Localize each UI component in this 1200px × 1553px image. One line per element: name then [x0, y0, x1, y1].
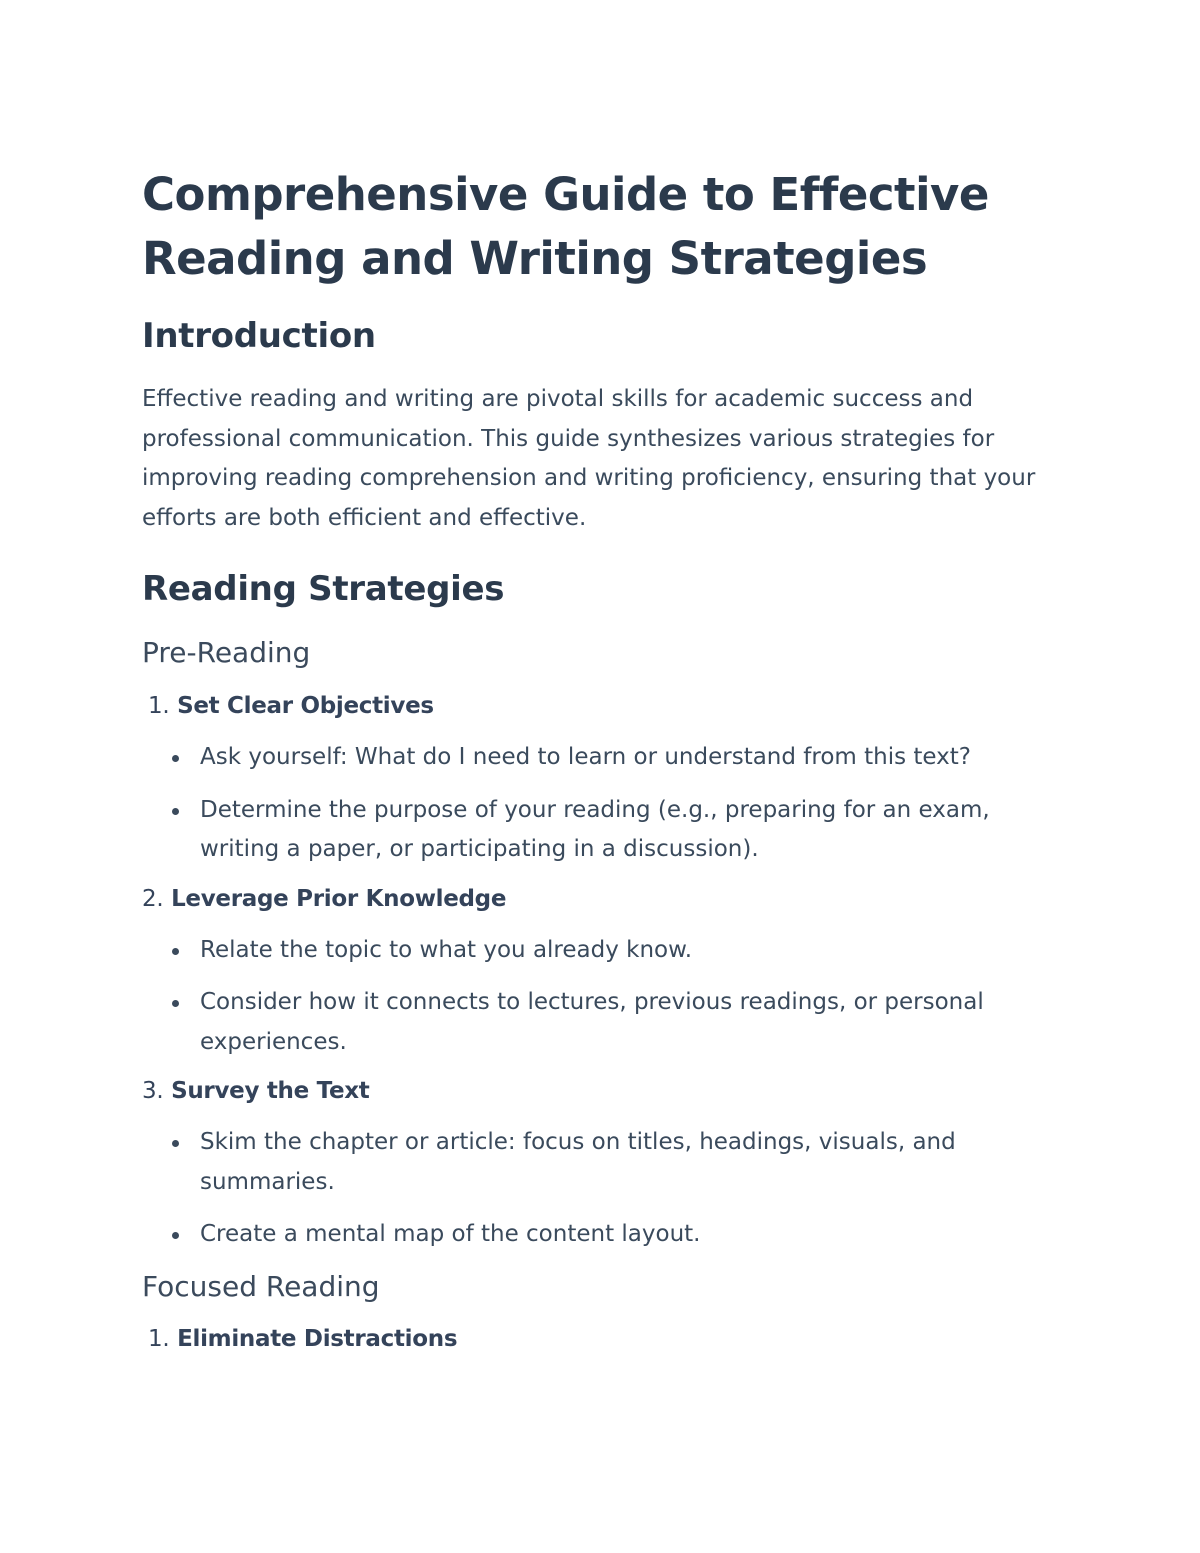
list-item — [142, 791, 1062, 870]
list-item-text: Relate the topic to what you already know. — [200, 936, 693, 963]
introduction-heading: Introduction — [142, 316, 376, 356]
numbered-item-leverage-prior-knowledge — [142, 883, 1062, 915]
introduction-paragraph: Effective reading and writing are pivotal skills for academic success and professional communication. This guide synthesizes various strategies for improving reading comprehension and writing proficiency, ensuring that your efforts are both efficient and effective. — [142, 386, 1036, 531]
list-item — [142, 983, 1062, 1062]
pre-reading-heading: Pre-Reading — [142, 636, 311, 669]
reading-strategies-heading: Reading Strategies — [142, 569, 505, 609]
numbered-item-set-clear-objectives — [142, 690, 1062, 722]
bullet-icon — [172, 1140, 179, 1147]
list-item-text: Skim the chapter or article: focus on titles, headings, visuals, and summaries. — [200, 1129, 956, 1195]
bullet-icon — [172, 1000, 179, 1007]
list-item — [142, 931, 1062, 971]
bullet-icon — [172, 755, 179, 762]
item-number: 3. — [142, 1078, 164, 1104]
item-number: 1. — [148, 1325, 170, 1352]
document-title: Comprehensive Guide to Effective Reading and Writing Strategies — [142, 168, 989, 285]
list-item — [142, 1215, 1062, 1255]
item-label: Leverage Prior Knowledge — [171, 885, 507, 912]
bullet-icon — [172, 1232, 179, 1239]
item-label: Set Clear Objectives — [177, 693, 434, 719]
bullet-list — [142, 931, 1062, 1063]
list-item — [142, 1123, 1062, 1202]
bullet-list — [142, 738, 1062, 870]
list-item-text: Ask yourself: What do I need to learn or understand from this text? — [200, 744, 972, 770]
bullet-icon — [172, 808, 179, 815]
bullet-list — [142, 1123, 1062, 1255]
item-label: Survey the Text — [171, 1078, 370, 1104]
item-label: Eliminate Distractions — [177, 1325, 458, 1352]
numbered-item-eliminate-distractions — [142, 1323, 1062, 1355]
focused-reading-heading: Focused Reading — [142, 1269, 380, 1303]
list-item-text: Create a mental map of the content layout. — [200, 1221, 701, 1247]
numbered-item-survey-the-text — [142, 1075, 1062, 1107]
document-content — [142, 163, 1062, 1355]
item-number: 1. — [148, 693, 170, 719]
bullet-icon — [172, 948, 179, 955]
list-item-text: Consider how it connects to lectures, previous readings, or personal experiences. — [200, 989, 984, 1055]
item-number: 2. — [142, 885, 164, 912]
list-item — [142, 738, 1062, 778]
list-item-text: Determine the purpose of your reading (e.g., preparing for an exam, writing a paper, or participating in a discussion). — [200, 796, 990, 862]
